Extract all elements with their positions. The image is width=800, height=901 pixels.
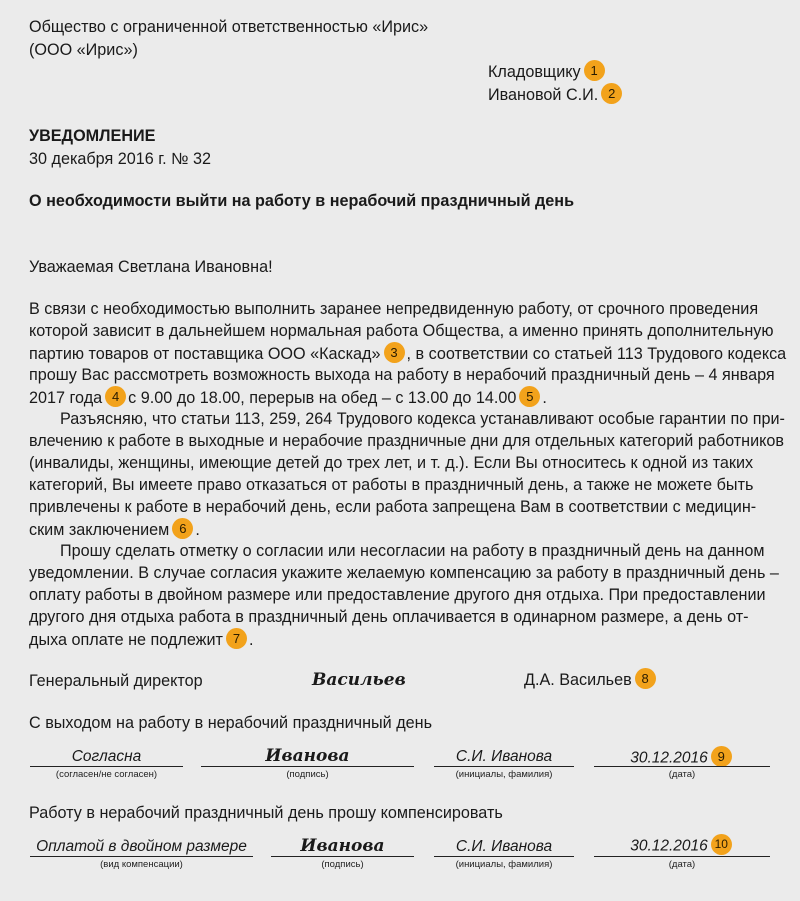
addressee-position — [488, 62, 607, 83]
body-text: . — [195, 520, 200, 539]
body-line: влечению к работе в выходные и нерабочие праздничные дни для отдельных категорий работников — [29, 432, 785, 450]
marker-badge-1: 1 — [584, 60, 605, 81]
consent-initials: С.И. Иванова — [455, 748, 553, 765]
consent-value-caption: (согласен/не согласен) — [55, 769, 158, 780]
org-short-name: (ООО «Ирис») — [29, 41, 138, 59]
marker-badge-9: 9 — [711, 746, 732, 767]
consent-date-text: 30.12.2016 — [630, 749, 708, 767]
compensation-value-caption: (вид компенсации) — [100, 859, 183, 870]
addressee-position-text: Кладовщику — [488, 62, 581, 81]
body-line — [29, 630, 253, 651]
body-text: , в соответствии со статьей 113 Трудового кодекса — [406, 344, 787, 363]
body-text: . — [248, 630, 254, 649]
consent-value: Согласна — [71, 748, 142, 765]
body-line: (инвалиды, женщины, имеющие детей до трех лет, и т. д.). Если Вы относитесь к одной из таких — [29, 454, 754, 472]
compensation-date-line — [594, 856, 770, 857]
compensation-date-caption: (дата) — [668, 859, 696, 870]
consent-initials-caption: (инициалы, фамилия) — [455, 769, 553, 780]
marker-badge-6: 6 — [172, 518, 193, 539]
body-line — [29, 520, 200, 541]
body-line — [29, 388, 547, 409]
body-text: 2017 года — [29, 388, 103, 407]
consent-value-line — [30, 766, 183, 767]
body-text: . — [542, 388, 547, 407]
marker-badge-4: 4 — [105, 386, 126, 407]
body-text: ским заключением — [29, 520, 170, 539]
compensation-heading: Работу в нерабочий праздничный день прошу компенсировать — [29, 804, 503, 822]
addressee-name — [488, 85, 624, 106]
doc-subject: О необходимости выйти на работу в нерабочий праздничный день — [29, 192, 575, 210]
compensation-signature-caption: (подпись) — [321, 859, 364, 870]
compensation-signature-line — [271, 856, 414, 857]
body-line: прошу Вас рассмотреть возможность выхода на работу в нерабочий праздничный день – 4 января — [29, 366, 775, 384]
compensation-date-text: 30.12.2016 — [630, 837, 708, 855]
marker-badge-2: 2 — [601, 83, 622, 104]
body-line — [29, 344, 786, 365]
consent-date-caption: (дата) — [668, 769, 696, 780]
addressee-name-text: Ивановой С.И. — [488, 85, 599, 104]
compensation-initials: С.И. Иванова — [455, 838, 553, 855]
body-text: дыха оплате не подлежит — [29, 630, 223, 649]
body-text: с 9.00 до 18.00, перерыв на обед – с 13.00 до 14.00 — [128, 388, 517, 407]
salutation: Уважаемая Светлана Ивановна! — [29, 258, 273, 276]
doc-type: УВЕДОМЛЕНИЕ — [29, 127, 156, 145]
compensation-initials-caption: (инициалы, фамилия) — [455, 859, 553, 870]
marker-badge-10: 10 — [711, 834, 732, 855]
body-line: Прошу сделать отметку о согласии или несогласии на работу в праздничный день на данном — [60, 542, 765, 560]
consent-initials-line — [434, 766, 574, 767]
doc-date-number: 30 декабря 2016 г. № 32 — [29, 150, 212, 168]
consent-signature-caption: (подпись) — [286, 769, 329, 780]
marker-badge-7: 7 — [226, 628, 247, 649]
director-signature: Васильев — [312, 670, 406, 690]
compensation-date — [594, 836, 770, 857]
marker-badge-3: 3 — [384, 342, 405, 363]
director-name-text: Д.А. Васильев — [524, 670, 632, 689]
director-title: Генеральный директор — [29, 672, 203, 690]
compensation-value: Оплатой в двойном размере — [36, 838, 247, 855]
body-line: уведомлении. В случае согласия укажите желаемую компенсацию за работу в праздничный день – — [29, 564, 779, 582]
body-line: Разъясняю, что статьи 113, 259, 264 Трудового кодекса устанавливают особые гарантии по при- — [60, 410, 785, 428]
consent-heading: С выходом на работу в нерабочий праздничный день — [29, 714, 433, 732]
body-line: оплату работы в двойном размере или предоставление другого дня отдыха. При предоставлении — [29, 586, 766, 604]
compensation-value-line — [30, 856, 253, 857]
consent-date-line — [594, 766, 770, 767]
consent-signature: Иванова — [265, 746, 350, 766]
director-name — [524, 670, 658, 691]
marker-badge-5: 5 — [519, 386, 540, 407]
body-line: которой зависит в дальнейшем нормальная работа Общества, а именно принять дополнительную — [29, 322, 774, 340]
body-text: партию товаров от поставщика ООО «Каскад» — [29, 344, 381, 363]
body-line: привлечены к работе в нерабочий день, если работа запрещена Вам в соответствии с медицин- — [29, 498, 757, 516]
compensation-initials-line — [434, 856, 574, 857]
compensation-signature: Иванова — [300, 836, 385, 856]
consent-signature-line — [201, 766, 414, 767]
body-line: категорий, Вы имеете право отказаться от работы в праздничный день, а также не можете быть — [29, 476, 754, 494]
body-line: В связи с необходимостью выполнить заранее непредвиденную работу, от срочного проведения — [29, 300, 759, 318]
org-name: Общество с ограниченной ответственностью «Ирис» — [29, 18, 429, 36]
marker-badge-8: 8 — [635, 668, 656, 689]
body-line: другого дня отдыха работа в праздничный день оплачивается в одинарном размере, а день от- — [29, 608, 749, 626]
